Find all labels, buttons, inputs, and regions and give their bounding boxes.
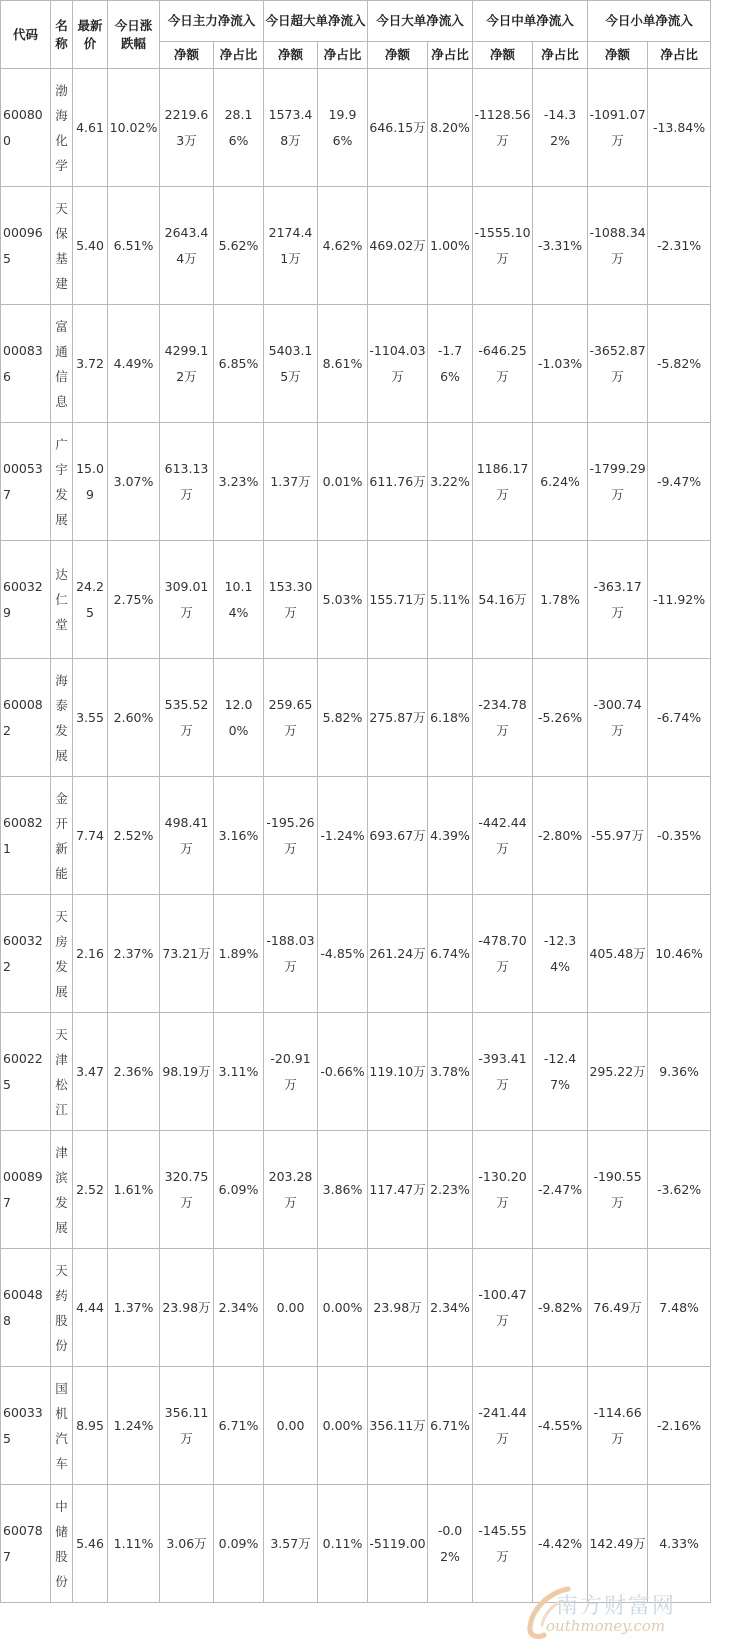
cell-small-ratio: 4.33% — [648, 1485, 711, 1603]
cell-small-amount: 405.48万 — [588, 895, 648, 1013]
cell-medium-ratio: -12.47% — [533, 1013, 588, 1131]
cell-small-ratio: 9.36% — [648, 1013, 711, 1131]
table-row — [1, 541, 711, 659]
cell-small-ratio: -2.31% — [648, 187, 711, 305]
cell-super-ratio: 5.03% — [318, 541, 368, 659]
cell-small-ratio: -0.35% — [648, 777, 711, 895]
cell-change: 1.11% — [108, 1485, 160, 1603]
cell-super-amount: 5403.15万 — [264, 305, 318, 423]
cell-change: 2.36% — [108, 1013, 160, 1131]
cell-super-ratio: 0.00% — [318, 1249, 368, 1367]
cell-name: 天房发展 — [51, 895, 73, 1013]
cell-medium-amount: -442.44万 — [473, 777, 533, 895]
cell-small-amount: 76.49万 — [588, 1249, 648, 1367]
cell-super-ratio: 0.00% — [318, 1367, 368, 1485]
cell-small-amount: 295.22万 — [588, 1013, 648, 1131]
cell-code: 600082 — [1, 659, 51, 777]
cell-super-ratio: 0.11% — [318, 1485, 368, 1603]
cell-super-ratio: 3.86% — [318, 1131, 368, 1249]
cell-main-amount: 535.52万 — [160, 659, 214, 777]
cell-super-amount: -188.03万 — [264, 895, 318, 1013]
cell-medium-ratio: -2.80% — [533, 777, 588, 895]
cell-medium-amount: -478.70万 — [473, 895, 533, 1013]
subheader-amount: 净额 — [368, 42, 428, 69]
cell-main-amount: 23.98万 — [160, 1249, 214, 1367]
cell-large-ratio: 3.78% — [428, 1013, 473, 1131]
cell-medium-amount: -130.20万 — [473, 1131, 533, 1249]
cell-main-ratio: 6.71% — [214, 1367, 264, 1485]
cell-code: 600225 — [1, 1013, 51, 1131]
cell-main-ratio: 3.11% — [214, 1013, 264, 1131]
cell-medium-ratio: -12.34% — [533, 895, 588, 1013]
cell-large-ratio: 6.74% — [428, 895, 473, 1013]
cell-price: 5.46 — [73, 1485, 108, 1603]
cell-change: 1.37% — [108, 1249, 160, 1367]
cell-price: 8.95 — [73, 1367, 108, 1485]
header-main-inflow: 今日主力净流入 — [160, 1, 264, 42]
table-row — [1, 1249, 711, 1367]
cell-medium-amount: -100.47万 — [473, 1249, 533, 1367]
cell-large-amount: 117.47万 — [368, 1131, 428, 1249]
cell-name: 天津松江 — [51, 1013, 73, 1131]
cell-change: 6.51% — [108, 187, 160, 305]
cell-change: 1.24% — [108, 1367, 160, 1485]
cell-large-ratio: 2.34% — [428, 1249, 473, 1367]
cell-price: 2.16 — [73, 895, 108, 1013]
cell-change: 2.52% — [108, 777, 160, 895]
cell-small-amount: -55.97万 — [588, 777, 648, 895]
cell-small-ratio: -3.62% — [648, 1131, 711, 1249]
cell-code: 600329 — [1, 541, 51, 659]
cell-medium-amount: -145.55万 — [473, 1485, 533, 1603]
cell-price: 3.55 — [73, 659, 108, 777]
cell-main-amount: 613.13万 — [160, 423, 214, 541]
cell-super-ratio: 4.62% — [318, 187, 368, 305]
cell-super-amount: 1.37万 — [264, 423, 318, 541]
cell-price: 2.52 — [73, 1131, 108, 1249]
subheader-ratio: 净占比 — [533, 42, 588, 69]
cell-medium-ratio: -5.26% — [533, 659, 588, 777]
cell-code: 600322 — [1, 895, 51, 1013]
cell-large-amount: 469.02万 — [368, 187, 428, 305]
cell-price: 5.40 — [73, 187, 108, 305]
cell-medium-ratio: -9.82% — [533, 1249, 588, 1367]
header-price: 最新价 — [73, 1, 108, 69]
cell-price: 24.25 — [73, 541, 108, 659]
cell-super-ratio: 0.01% — [318, 423, 368, 541]
cell-large-amount: 646.15万 — [368, 69, 428, 187]
cell-change: 2.37% — [108, 895, 160, 1013]
cell-super-amount: 203.28万 — [264, 1131, 318, 1249]
cell-super-ratio: -0.66% — [318, 1013, 368, 1131]
cell-large-ratio: 5.11% — [428, 541, 473, 659]
cell-large-ratio: 8.20% — [428, 69, 473, 187]
cell-price: 3.47 — [73, 1013, 108, 1131]
table-row — [1, 305, 711, 423]
cell-super-ratio: 5.82% — [318, 659, 368, 777]
cell-super-amount: 3.57万 — [264, 1485, 318, 1603]
cell-small-amount: -1799.29万 — [588, 423, 648, 541]
cell-price: 15.09 — [73, 423, 108, 541]
cell-large-amount: 155.71万 — [368, 541, 428, 659]
cell-large-ratio: 1.00% — [428, 187, 473, 305]
cell-change: 10.02% — [108, 69, 160, 187]
cell-name: 海泰发展 — [51, 659, 73, 777]
cell-super-ratio: -4.85% — [318, 895, 368, 1013]
cell-main-ratio: 3.23% — [214, 423, 264, 541]
cell-medium-amount: -393.41万 — [473, 1013, 533, 1131]
subheader-amount: 净额 — [473, 42, 533, 69]
cell-super-amount: 2174.41万 — [264, 187, 318, 305]
cell-medium-amount: -1128.56万 — [473, 69, 533, 187]
cell-large-ratio: -0.02% — [428, 1485, 473, 1603]
table-row — [1, 1013, 711, 1131]
cell-large-ratio: 4.39% — [428, 777, 473, 895]
cell-large-amount: 119.10万 — [368, 1013, 428, 1131]
cell-medium-amount: -234.78万 — [473, 659, 533, 777]
cell-price: 4.61 — [73, 69, 108, 187]
cell-large-amount: 611.76万 — [368, 423, 428, 541]
cell-large-ratio: 3.22% — [428, 423, 473, 541]
cell-change: 1.61% — [108, 1131, 160, 1249]
cell-main-ratio: 1.89% — [214, 895, 264, 1013]
cell-main-ratio: 10.14% — [214, 541, 264, 659]
cell-main-ratio: 28.16% — [214, 69, 264, 187]
cell-name: 广宇发展 — [51, 423, 73, 541]
cell-main-ratio: 3.16% — [214, 777, 264, 895]
table-row — [1, 69, 711, 187]
cell-small-amount: -190.55万 — [588, 1131, 648, 1249]
cell-price: 4.44 — [73, 1249, 108, 1367]
cell-small-ratio: 7.48% — [648, 1249, 711, 1367]
cell-small-ratio: -6.74% — [648, 659, 711, 777]
cell-main-amount: 2219.63万 — [160, 69, 214, 187]
cell-code: 000836 — [1, 305, 51, 423]
cell-medium-ratio: -2.47% — [533, 1131, 588, 1249]
subheader-ratio: 净占比 — [648, 42, 711, 69]
cell-name: 金开新能 — [51, 777, 73, 895]
cell-medium-amount: 54.16万 — [473, 541, 533, 659]
table-row — [1, 1367, 711, 1485]
cell-super-ratio: 8.61% — [318, 305, 368, 423]
cell-code: 600335 — [1, 1367, 51, 1485]
cell-main-amount: 309.01万 — [160, 541, 214, 659]
cell-super-ratio: -1.24% — [318, 777, 368, 895]
cell-name: 渤海化学 — [51, 69, 73, 187]
cell-main-ratio: 2.34% — [214, 1249, 264, 1367]
table-row — [1, 895, 711, 1013]
cell-change: 3.07% — [108, 423, 160, 541]
cell-code: 600821 — [1, 777, 51, 895]
cell-large-amount: -5119.00 — [368, 1485, 428, 1603]
cell-main-amount: 4299.12万 — [160, 305, 214, 423]
cell-code: 000537 — [1, 423, 51, 541]
cell-main-ratio: 5.62% — [214, 187, 264, 305]
watermark-cn: 南方财富网 — [556, 1594, 677, 1619]
header-name: 名称 — [51, 1, 73, 69]
header-super-inflow: 今日超大单净流入 — [264, 1, 368, 42]
subheader-ratio: 净占比 — [318, 42, 368, 69]
cell-change: 4.49% — [108, 305, 160, 423]
cell-small-amount: -1088.34万 — [588, 187, 648, 305]
cell-large-amount: 693.67万 — [368, 777, 428, 895]
table-row — [1, 777, 711, 895]
cell-super-amount: 0.00 — [264, 1249, 318, 1367]
cell-medium-ratio: -4.42% — [533, 1485, 588, 1603]
cell-main-ratio: 12.00% — [214, 659, 264, 777]
cell-code: 600800 — [1, 69, 51, 187]
cell-medium-ratio: -4.55% — [533, 1367, 588, 1485]
cell-medium-amount: 1186.17万 — [473, 423, 533, 541]
cell-super-amount: 259.65万 — [264, 659, 318, 777]
cell-super-amount: 1573.48万 — [264, 69, 318, 187]
cell-large-amount: 356.11万 — [368, 1367, 428, 1485]
cell-code: 600488 — [1, 1249, 51, 1367]
cell-large-amount: -1104.03万 — [368, 305, 428, 423]
cell-name: 富通信息 — [51, 305, 73, 423]
cell-medium-amount: -646.25万 — [473, 305, 533, 423]
cell-main-amount: 356.11万 — [160, 1367, 214, 1485]
cell-main-amount: 3.06万 — [160, 1485, 214, 1603]
subheader-ratio: 净占比 — [214, 42, 264, 69]
cell-name: 国机汽车 — [51, 1367, 73, 1485]
cell-name: 中储股份 — [51, 1485, 73, 1603]
cell-super-amount: -195.26万 — [264, 777, 318, 895]
cell-name: 天药股份 — [51, 1249, 73, 1367]
header-small-inflow: 今日小单净流入 — [588, 1, 711, 42]
header-change: 今日涨跌幅 — [108, 1, 160, 69]
subheader-ratio: 净占比 — [428, 42, 473, 69]
cell-super-ratio: 19.96% — [318, 69, 368, 187]
cell-small-amount: -3652.87万 — [588, 305, 648, 423]
header-medium-inflow: 今日中单净流入 — [473, 1, 588, 42]
cell-main-amount: 73.21万 — [160, 895, 214, 1013]
header-code: 代码 — [1, 1, 51, 69]
cell-main-amount: 2643.44万 — [160, 187, 214, 305]
cell-main-ratio: 0.09% — [214, 1485, 264, 1603]
cell-small-ratio: -11.92% — [648, 541, 711, 659]
cell-name: 津滨发展 — [51, 1131, 73, 1249]
cell-main-amount: 320.75万 — [160, 1131, 214, 1249]
cell-medium-ratio: 6.24% — [533, 423, 588, 541]
cell-code: 000965 — [1, 187, 51, 305]
cell-medium-ratio: -1.03% — [533, 305, 588, 423]
table-row — [1, 187, 711, 305]
cell-medium-amount: -1555.10万 — [473, 187, 533, 305]
cell-name: 天保基建 — [51, 187, 73, 305]
subheader-amount: 净额 — [264, 42, 318, 69]
table-row — [1, 1131, 711, 1249]
cell-main-ratio: 6.85% — [214, 305, 264, 423]
watermark-en: outhmoney.com — [546, 1617, 666, 1635]
header-large-inflow: 今日大单净流入 — [368, 1, 473, 42]
cell-medium-ratio: -3.31% — [533, 187, 588, 305]
subheader-amount: 净额 — [160, 42, 214, 69]
cell-main-amount: 98.19万 — [160, 1013, 214, 1131]
cell-medium-ratio: 1.78% — [533, 541, 588, 659]
cell-large-ratio: -1.76% — [428, 305, 473, 423]
table-row — [1, 423, 711, 541]
cell-change: 2.60% — [108, 659, 160, 777]
cell-main-ratio: 6.09% — [214, 1131, 264, 1249]
cell-medium-ratio: -14.32% — [533, 69, 588, 187]
cell-large-ratio: 6.71% — [428, 1367, 473, 1485]
cell-small-amount: -114.66万 — [588, 1367, 648, 1485]
table-row — [1, 1485, 711, 1603]
cell-small-ratio: -5.82% — [648, 305, 711, 423]
cell-super-amount: -20.91万 — [264, 1013, 318, 1131]
cell-large-ratio: 2.23% — [428, 1131, 473, 1249]
cell-small-amount: -300.74万 — [588, 659, 648, 777]
cell-large-amount: 275.87万 — [368, 659, 428, 777]
subheader-amount: 净额 — [588, 42, 648, 69]
cell-price: 7.74 — [73, 777, 108, 895]
cell-large-amount: 23.98万 — [368, 1249, 428, 1367]
cell-small-amount: 142.49万 — [588, 1485, 648, 1603]
cell-small-amount: -363.17万 — [588, 541, 648, 659]
cell-small-ratio: -13.84% — [648, 69, 711, 187]
cell-change: 2.75% — [108, 541, 160, 659]
cell-code: 000897 — [1, 1131, 51, 1249]
cell-super-amount: 0.00 — [264, 1367, 318, 1485]
cell-large-amount: 261.24万 — [368, 895, 428, 1013]
cell-small-ratio: -9.47% — [648, 423, 711, 541]
cell-small-ratio: -2.16% — [648, 1367, 711, 1485]
cell-super-amount: 153.30万 — [264, 541, 318, 659]
cell-main-amount: 498.41万 — [160, 777, 214, 895]
table-row — [1, 659, 711, 777]
cell-large-ratio: 6.18% — [428, 659, 473, 777]
cell-small-ratio: 10.46% — [648, 895, 711, 1013]
cell-code: 600787 — [1, 1485, 51, 1603]
cell-price: 3.72 — [73, 305, 108, 423]
cell-small-amount: -1091.07万 — [588, 69, 648, 187]
cell-medium-amount: -241.44万 — [473, 1367, 533, 1485]
cell-name: 达仁堂 — [51, 541, 73, 659]
